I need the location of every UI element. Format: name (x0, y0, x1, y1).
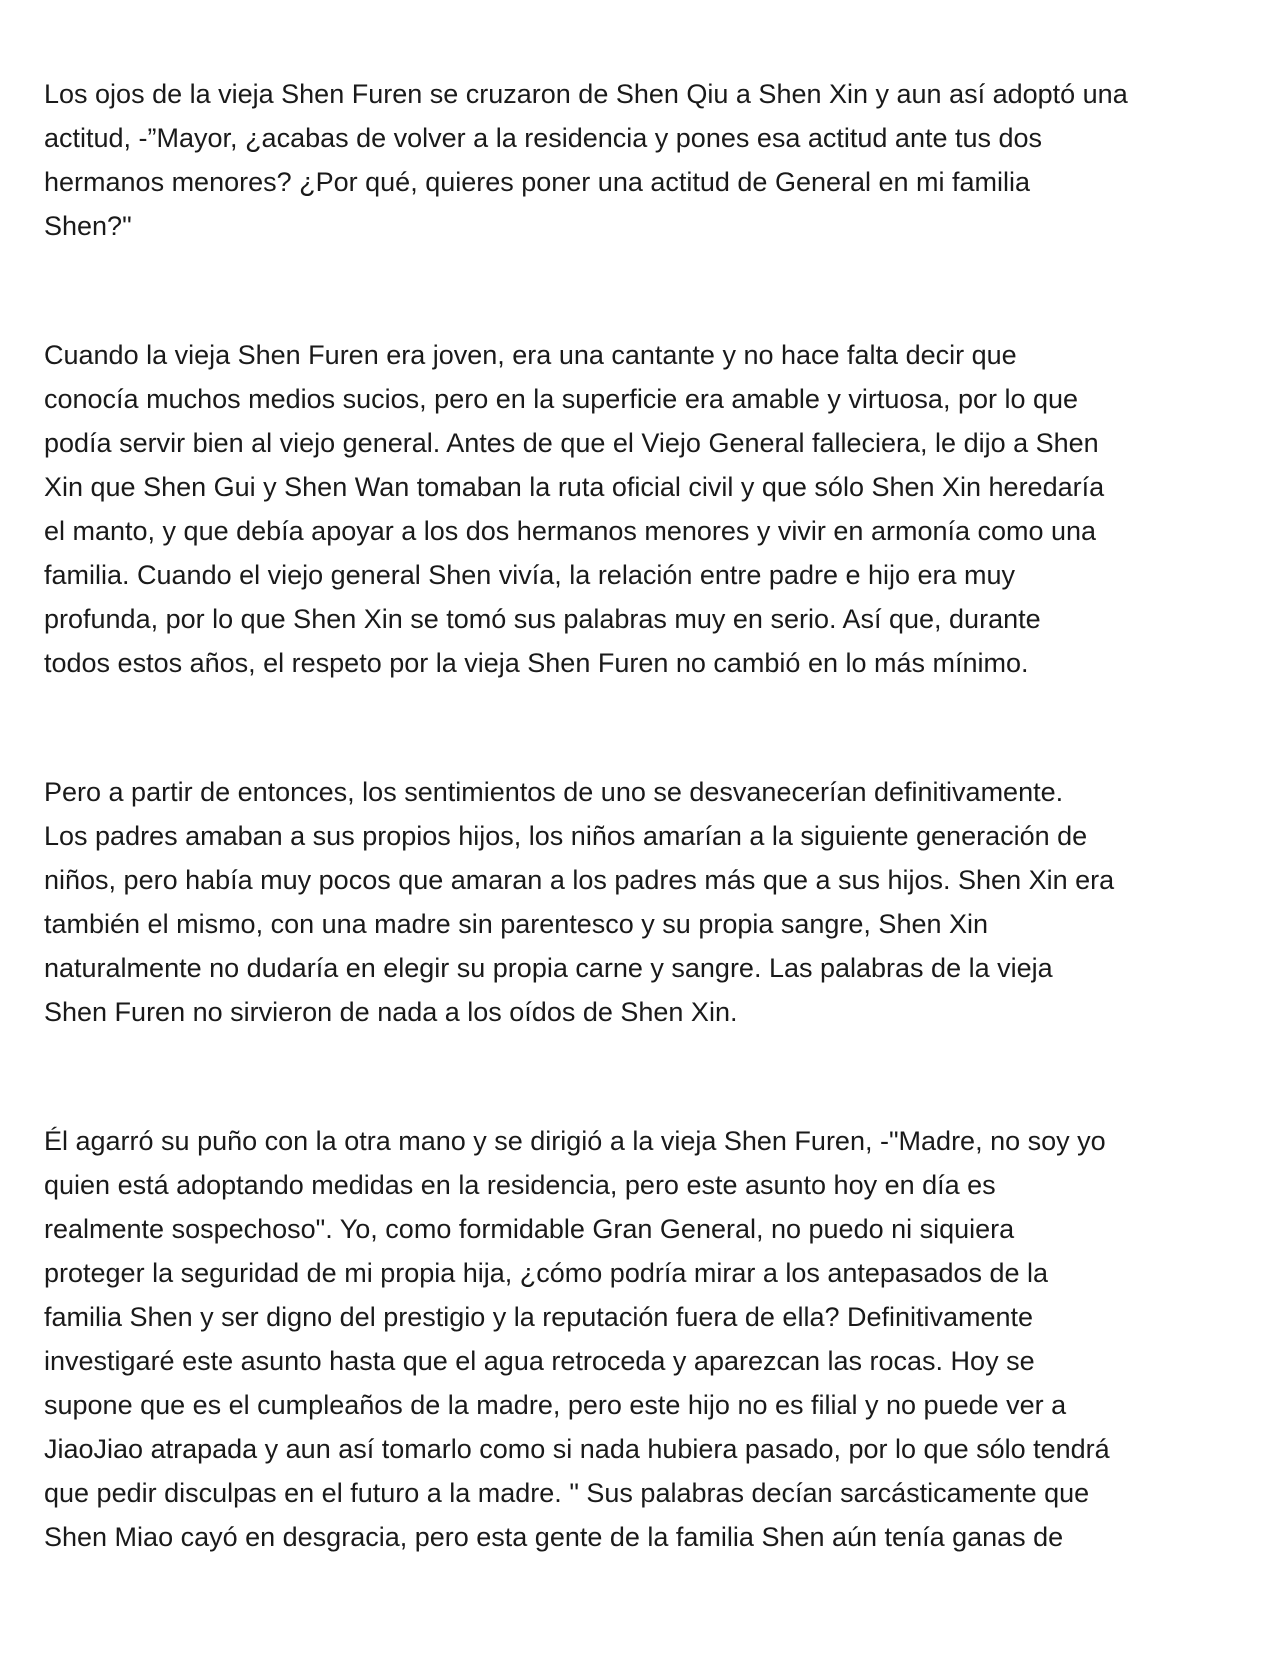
text-line: JiaoJiao atrapada y aun así tomarlo como si nada hubiera pasado, por lo que sólo tendrá (44, 1434, 1110, 1464)
text-line: hermanos menores? ¿Por qué, quieres poner una actitud de General en mi familia (44, 167, 1031, 197)
text-line: el manto, y que debía apoyar a los dos hermanos menores y vivir en armonía como una (44, 516, 1097, 546)
text-line: profunda, por lo que Shen Xin se tomó sus palabras muy en serio. Así que, durante (44, 604, 1041, 634)
text-line: proteger la seguridad de mi propia hija, ¿cómo podría mirar a los antepasados de la (44, 1258, 1049, 1288)
text-line: familia Shen y ser digno del prestigio y la reputación fuera de ella? Definitivamente (44, 1302, 1034, 1332)
text-line: Cuando la vieja Shen Furen era joven, era una cantante y no hace falta decir que (44, 340, 1017, 370)
text-line: investigaré este asunto hasta que el agua retroceda y aparezcan las rocas. Hoy se (44, 1346, 1035, 1376)
text-line: Xin que Shen Gui y Shen Wan tomaban la ruta oficial civil y que sólo Shen Xin heredaría (44, 472, 1105, 502)
text-line: Pero a partir de entonces, los sentimientos de uno se desvanecerían definitivamente. (44, 777, 1064, 807)
text-line: Shen Miao cayó en desgracia, pero esta gente de la familia Shen aún tenía ganas de (44, 1522, 1064, 1552)
paragraph-4 (44, 1119, 1240, 1559)
text-line: Los padres amaban a sus propios hijos, los niños amarían a la siguiente generación de (44, 821, 1088, 851)
text-line: conocía muchos medios sucios, pero en la superficie era amable y virtuosa, por lo que (44, 384, 1079, 414)
text-line: Él agarró su puño con la otra mano y se dirigió a la vieja Shen Furen, -"Madre, no soy yo (44, 1126, 1106, 1156)
paragraph-2 (44, 333, 1240, 685)
text-line: que pedir disculpas en el futuro a la madre. " Sus palabras decían sarcásticamente que (44, 1478, 1090, 1508)
text-line: Los ojos de la vieja Shen Furen se cruzaron de Shen Qiu a Shen Xin y aun así adoptó una (44, 79, 1128, 109)
text-line: quien está adoptando medidas en la residencia, pero este asunto hoy en día es (44, 1170, 996, 1200)
text-line: también el mismo, con una madre sin parentesco y su propia sangre, Shen Xin (44, 909, 989, 939)
text-line: realmente sospechoso". Yo, como formidable Gran General, no puedo ni siquiera (44, 1214, 1015, 1244)
text-line: niños, pero había muy pocos que amaran a los padres más que a sus hijos. Shen Xin era (44, 865, 1115, 895)
text-line: podía servir bien al viejo general. Antes de que el Viejo General falleciera, le dijo a Shen (44, 428, 1099, 458)
text-line: actitud, -”Mayor, ¿acabas de volver a la residencia y pones esa actitud ante tus dos (44, 123, 1043, 153)
text-line: todos estos años, el respeto por la vieja Shen Furen no cambió en lo más mínimo. (44, 648, 1029, 678)
text-line: familia. Cuando el viejo general Shen vivía, la relación entre padre e hijo era muy (44, 560, 1016, 590)
text-line: naturalmente no dudaría en elegir su propia carne y sangre. Las palabras de la vieja (44, 953, 1053, 983)
paragraph-3 (44, 770, 1240, 1034)
text-line: Shen?" (44, 211, 132, 241)
text-line: supone que es el cumpleaños de la madre, pero este hijo no es filial y no puede ver a (44, 1390, 1067, 1420)
text-line: Shen Furen no sirvieron de nada a los oídos de Shen Xin. (44, 997, 738, 1027)
paragraph-1 (44, 72, 1240, 248)
